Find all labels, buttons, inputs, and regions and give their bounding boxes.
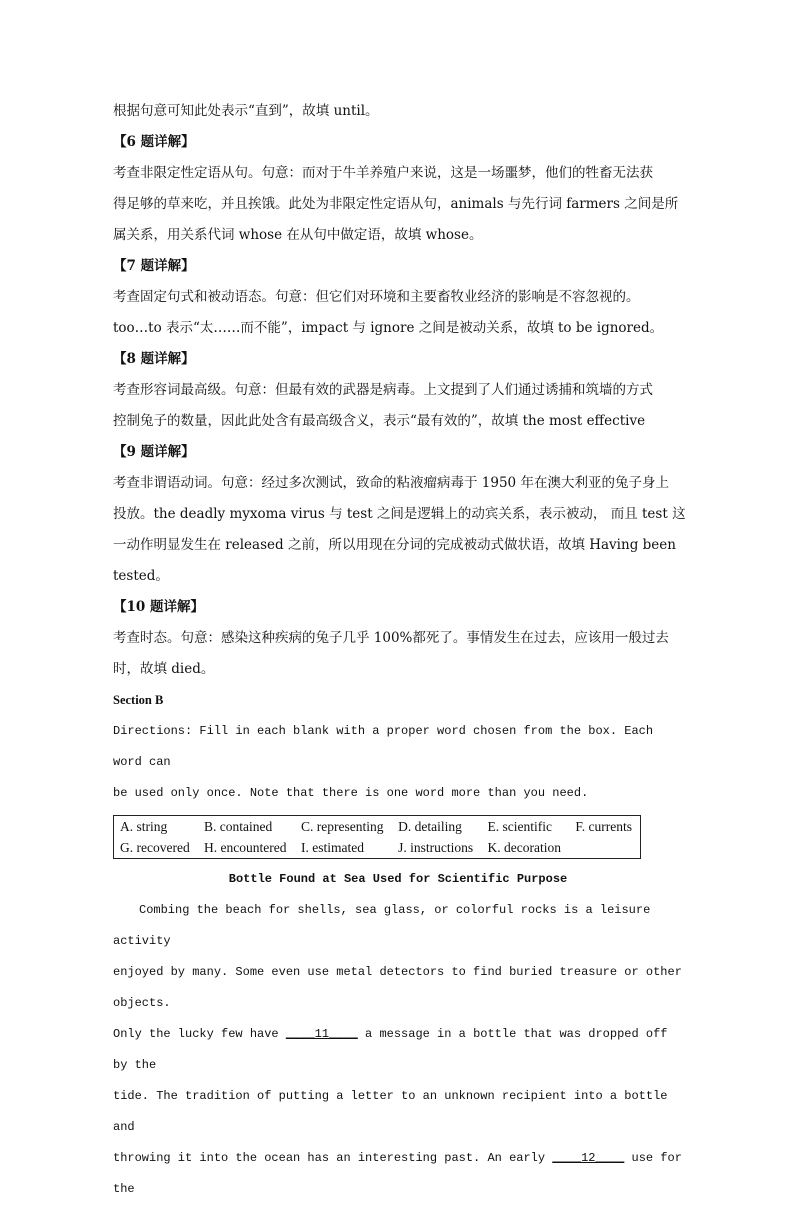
explanation-line: too…to 表示“太……而不能”，impact 与 ignore 之间是被动关系，故填 to be ignored。: [113, 320, 664, 336]
directions-line: Directions: Fill in each blank with a proper word chosen from the box. Each word can: [113, 724, 654, 769]
word-option: K. decoration: [487, 840, 562, 855]
explanation-line: 投放。the deadly myxoma virus 与 test 之间是逻辑上的动宾关系，表示被动， 而且 test 这: [113, 506, 686, 522]
word-box-row: [114, 816, 641, 838]
word-option: A. string: [120, 819, 168, 834]
explanation-line: 一动作明显发生在 released 之前，所以用现在分词的完成被动式做状语，故填 Having been: [113, 537, 676, 553]
explanation-line: 控制兔子的数量，因此此处含有最高级含义，表示“最有效的”，故填 the most effective: [113, 413, 646, 429]
word-option: H. encountered: [203, 840, 287, 855]
word-option: C. representing: [301, 819, 384, 834]
word-option: F. currents: [575, 819, 633, 834]
question-heading-6: 【6 题详解】: [113, 134, 195, 150]
passage-text: use for the: [113, 1151, 682, 1196]
explanation-line: 属关系，用关系代词 whose 在从句中做定语，故填 whose。: [113, 227, 483, 243]
word-option: E. scientific: [487, 819, 553, 834]
question-heading-10: 【10 题详解】: [113, 599, 204, 615]
explanation-line: 考查非限定性定语从句。句意：而对于牛羊养殖户来说，这是一场噩梦，他们的牲畜无法获: [113, 165, 653, 181]
answer-line: 根据句意可知此处表示“直到”，故填 until。: [113, 103, 379, 119]
passage-line: tide. The tradition of putting a letter to an unknown recipient into a bottle and: [113, 1089, 668, 1134]
passage-line: [113, 1143, 683, 1205]
question-heading-8: 【8 题详解】: [113, 351, 195, 367]
word-option: G. recovered: [120, 840, 190, 855]
passage-line: [113, 1019, 683, 1081]
word-option: J. instructions: [398, 840, 474, 855]
directions-line: be used only once. Note that there is one word more than you need.: [113, 786, 589, 800]
passage-text: Only the lucky few have: [113, 1027, 286, 1041]
explanation-line: 得足够的草来吃，并且挨饿。此处为非限定性定语从句，animals 与先行词 farmers 之间是所: [113, 196, 679, 212]
explanation-line: tested。: [113, 568, 169, 584]
explanation-line: 时，故填 died。: [113, 661, 215, 677]
word-option: I. estimated: [301, 840, 365, 855]
word-box-row: [114, 837, 641, 859]
passage-text: a message in a bottle that was dropped off by the: [113, 1027, 668, 1072]
passage-line: enjoyed by many. Some even use metal detectors to find buried treasure or other objects.: [113, 965, 682, 1010]
word-option: B. contained: [203, 819, 273, 834]
word-box: [113, 815, 641, 859]
passage-text: throwing it into the ocean has an interesting past. An early: [113, 1151, 553, 1165]
explanation-line: 考查时态。句意：感染这种疾病的兔子几乎 100%都死了。事情发生在过去，应该用一般过去: [113, 630, 669, 646]
section-heading: Section B: [113, 693, 164, 707]
explanation-line: 考查非谓语动词。句意：经过多次测试，致命的粘液瘤病毒于 1950 年在澳大利亚的兔子身上: [113, 475, 669, 491]
passage-title: Bottle Found at Sea Used for Scientific Purpose: [228, 872, 568, 886]
explanation-line: 考查形容词最高级。句意：但最有效的武器是病毒。上文提到了人们通过诱捕和筑墙的方式: [113, 382, 653, 398]
blank-11: ____11____: [285, 1027, 358, 1041]
explanation-line: 考查固定句式和被动语态。句意：但它们对环境和主要畜牧业经济的影响是不容忽视的。: [113, 289, 640, 305]
document-page: [113, 96, 686, 1205]
blank-12: ____12____: [552, 1151, 625, 1165]
question-heading-9: 【9 题详解】: [113, 444, 195, 460]
passage-line: Combing the beach for shells, sea glass, or colorful rocks is a leisure activity: [113, 903, 651, 948]
question-heading-7: 【7 题详解】: [113, 258, 195, 274]
word-option: D. detailing: [398, 819, 462, 834]
